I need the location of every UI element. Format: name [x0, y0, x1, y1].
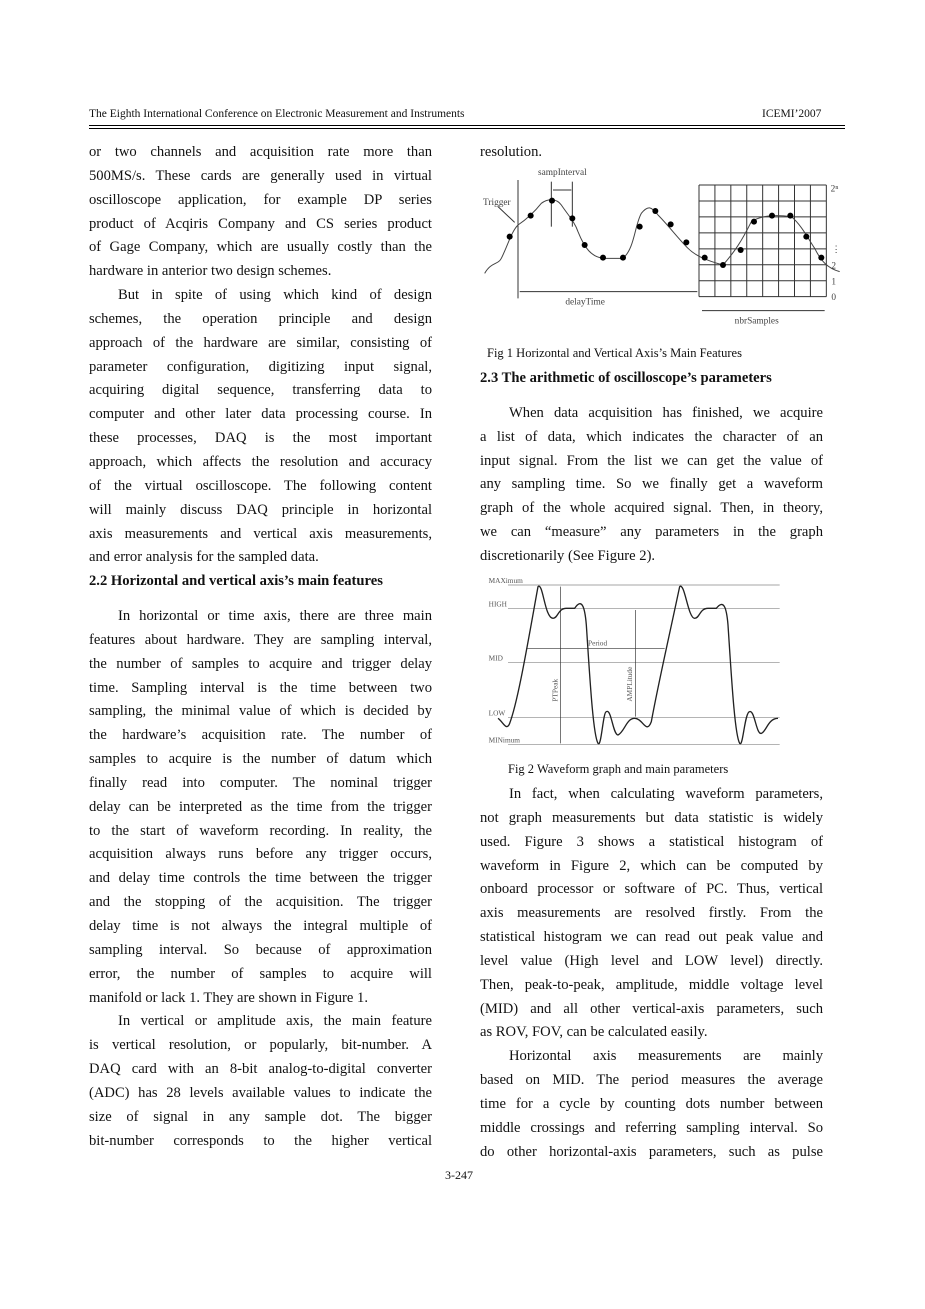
- text-line: delay time is not always the integral multiple of: [89, 918, 432, 934]
- text-line: But in spite of using which kind of design: [118, 287, 432, 304]
- text-line: Horizontal axis measurements are mainly: [509, 1048, 823, 1065]
- text-line: acquisition always runs before any trigger occurs,: [89, 846, 432, 863]
- label-maximum: MAXimum: [488, 576, 523, 585]
- label-high: HIGH: [488, 599, 507, 609]
- text-line: In vertical or amplitude axis, the main feature: [118, 1013, 432, 1030]
- sample-dot: [549, 198, 555, 204]
- text-line: parameter configuration, digitizing input signal,: [89, 358, 432, 375]
- text-line: schemes, the operation principle and design: [89, 310, 432, 327]
- text-line: and the stopping of the acquisition. The trigger: [89, 894, 432, 911]
- text-line: resolution.: [480, 144, 543, 160]
- text-line: middle crossings and referring sampling interval. So: [480, 1119, 823, 1136]
- text-line: product of Acqiris Company and CS series product: [89, 215, 432, 232]
- text-line: we can “measure” any parameters in the graph: [480, 524, 823, 541]
- text-line: as ROV, FOV, can be calculated easily.: [480, 1024, 708, 1041]
- text-line: these processes, DAQ is the most important: [89, 430, 432, 447]
- right-column-top: [480, 141, 823, 165]
- text-line: do other horizontal-axis parameters, such as pulse: [480, 1143, 823, 1160]
- text-line: to the start of waveform recording. In reality, the: [89, 822, 432, 839]
- text-line: onboard processor or software of PC. Thus, vertical: [480, 881, 823, 898]
- text-line: In fact, when calculating waveform parameters,: [509, 786, 823, 802]
- text-line: Then, peak-to-peak, amplitude, middle voltage level: [480, 976, 823, 993]
- text-line: a list of data, which indicates the character of an: [480, 428, 823, 445]
- label-samp-interval: sampInterval: [538, 168, 587, 178]
- label-amplitude: AMPLitude: [625, 666, 634, 702]
- text-line: sampling interval. So because of approximation: [89, 941, 432, 958]
- text-line: based on MID. The period measures the average: [480, 1072, 823, 1089]
- text-line: error, the number of samples to acquire will: [89, 965, 432, 982]
- text-line: axis measurements and vertical axis measurements,: [89, 525, 432, 542]
- label-level-1: 1: [831, 277, 837, 288]
- text-line: input signal. From the list we can get the value of: [480, 452, 823, 469]
- label-low: LOW: [488, 708, 506, 718]
- label-mid: MID: [488, 653, 503, 663]
- text-line: When data acquisition has finished, we acquire: [509, 404, 823, 421]
- section-heading: 2.3 The arithmetic of oscilloscope’s parameters: [480, 370, 772, 386]
- figure-2-caption: Fig 2 Waveform graph and main parameters: [508, 762, 729, 776]
- sample-dot: [738, 247, 744, 253]
- sample-dot: [528, 213, 534, 219]
- text-line: approach of the hardware are similar, consisting of: [89, 334, 432, 351]
- text-line: the hardware’s acquisition rate. The number of: [89, 727, 432, 744]
- sample-dot: [683, 239, 689, 245]
- text-line: discretionarily (See Figure 2).: [480, 547, 656, 564]
- text-line: computer and other later data processing course. In: [89, 406, 432, 423]
- text-line: acquiring digital sequence, transferring data to: [89, 382, 432, 399]
- text-line: not graph measurements but data statistic is widely: [480, 809, 823, 826]
- text-line: will mainly discuss DAQ principle in horizontal: [89, 501, 432, 518]
- text-line: features about hardware. They are sampling interval,: [89, 631, 432, 648]
- text-line: and error analysis for the sampled data.: [89, 549, 319, 566]
- text-line: oscilloscope application, for example DP series: [89, 191, 432, 208]
- sample-dot: [818, 255, 824, 261]
- label-level-0: 0: [831, 293, 837, 303]
- label-level-top: 2ⁿ: [830, 184, 839, 195]
- sample-dot: [803, 234, 809, 240]
- text-line: is vertical resolution, or popularly, bit-number. A: [89, 1037, 432, 1054]
- text-line: waveform in Figure 2, which can be computed by: [480, 857, 823, 874]
- sample-dot: [569, 215, 575, 221]
- figure-1-caption: Fig 1 Horizontal and Vertical Axis’s Main Features: [487, 346, 742, 360]
- label-minimum: MINimum: [488, 735, 521, 745]
- sample-dot: [787, 213, 793, 219]
- sample-dot: [620, 255, 626, 261]
- square-waveform: [498, 586, 778, 744]
- text-line: approach, which affects the resolution and accuracy: [89, 453, 432, 470]
- text-line: manifold or lack 1. They are shown in Figure 1.: [89, 989, 368, 1006]
- right-column-bottom: [480, 783, 823, 1165]
- text-line: of the virtual oscilloscope. The following content: [89, 477, 432, 494]
- trigger-pointer: [498, 207, 515, 223]
- text-line: of Gage Company, which are usually costly than the: [89, 239, 432, 256]
- text-line: 500MS/s. These cards are generally used in virtual: [89, 167, 432, 184]
- header-rule: [89, 125, 845, 126]
- figure-1: [478, 165, 848, 335]
- sample-grid: [699, 185, 826, 297]
- text-line: the number of samples to acquire and trigger delay: [89, 655, 432, 672]
- text-line: time for a cycle by counting dots number between: [480, 1095, 823, 1112]
- label-level-dots: ⋮: [831, 245, 841, 256]
- sample-dot: [637, 224, 643, 230]
- text-line: In horizontal or time axis, there are three main: [118, 608, 432, 625]
- text-line: samples to acquire is the number of datum which: [89, 751, 432, 768]
- signal-waveform: [485, 200, 840, 274]
- text-line: delay can be interpreted as the time from the trigger: [89, 798, 432, 815]
- text-line: used. Figure 3 shows a statistical histogram of: [480, 833, 823, 850]
- sample-dot: [751, 219, 757, 225]
- text-line: and delay time controls the time between the trigger: [89, 870, 432, 887]
- header-code: ICEMI’2007: [762, 108, 822, 120]
- text-line: or two channels and acquisition rate more than: [89, 144, 432, 160]
- text-line: time. Sampling interval is the time between two: [89, 679, 432, 696]
- section-heading: 2.2 Horizontal and vertical axis’s main features: [89, 573, 383, 590]
- figure-2: [478, 575, 798, 755]
- label-level-2: 2: [831, 261, 837, 272]
- page-number: 3-247: [445, 1168, 473, 1182]
- sample-dot: [668, 221, 674, 227]
- sample-dot: [769, 213, 775, 219]
- label-nbr-samples: nbrSamples: [734, 316, 779, 327]
- text-line: bit-number corresponds to the higher vertical: [89, 1132, 432, 1149]
- header-conference: The Eighth International Conference on Electronic Measurement and Instruments: [89, 108, 465, 120]
- label-period: Period: [588, 638, 608, 648]
- text-line: finally read into computer. The nominal trigger: [89, 774, 432, 791]
- sample-dot: [600, 255, 606, 261]
- text-line: axis measurements are resolved firstly. From the: [480, 905, 823, 922]
- label-trigger: Trigger: [483, 198, 511, 208]
- left-column: [89, 141, 432, 1153]
- sample-dot: [582, 242, 588, 248]
- text-line: graph of the whole acquired signal. Then, in theory,: [480, 500, 823, 517]
- label-delay-time: delayTime: [565, 297, 605, 308]
- text-line: statistical histogram we can read out peak value and: [480, 929, 823, 946]
- text-line: any sampling time. So we finally get a waveform: [480, 476, 823, 493]
- sample-dot: [507, 234, 513, 240]
- section-2-3: [480, 367, 823, 569]
- header-rule-thin: [89, 128, 845, 129]
- text-line: (ADC) has 28 levels available values to indicate the: [89, 1084, 432, 1101]
- text-line: level value (High level and LOW level) directly.: [480, 952, 823, 969]
- sample-dot: [652, 208, 658, 214]
- text-line: DAQ card with an 8-bit analog-to-digital converter: [89, 1061, 432, 1078]
- sample-dot: [720, 262, 726, 268]
- text-line: sampling, the minimal value of which is decided by: [89, 703, 432, 720]
- text-line: (MID) and all other vertical-axis parameters, such: [480, 1000, 823, 1017]
- sample-dot: [702, 255, 708, 261]
- text-line: hardware in anterior two design schemes.: [89, 263, 332, 280]
- label-ptpeak: PTPeak: [550, 678, 560, 702]
- text-line: size of signal in any sample dot. The bigger: [89, 1108, 432, 1125]
